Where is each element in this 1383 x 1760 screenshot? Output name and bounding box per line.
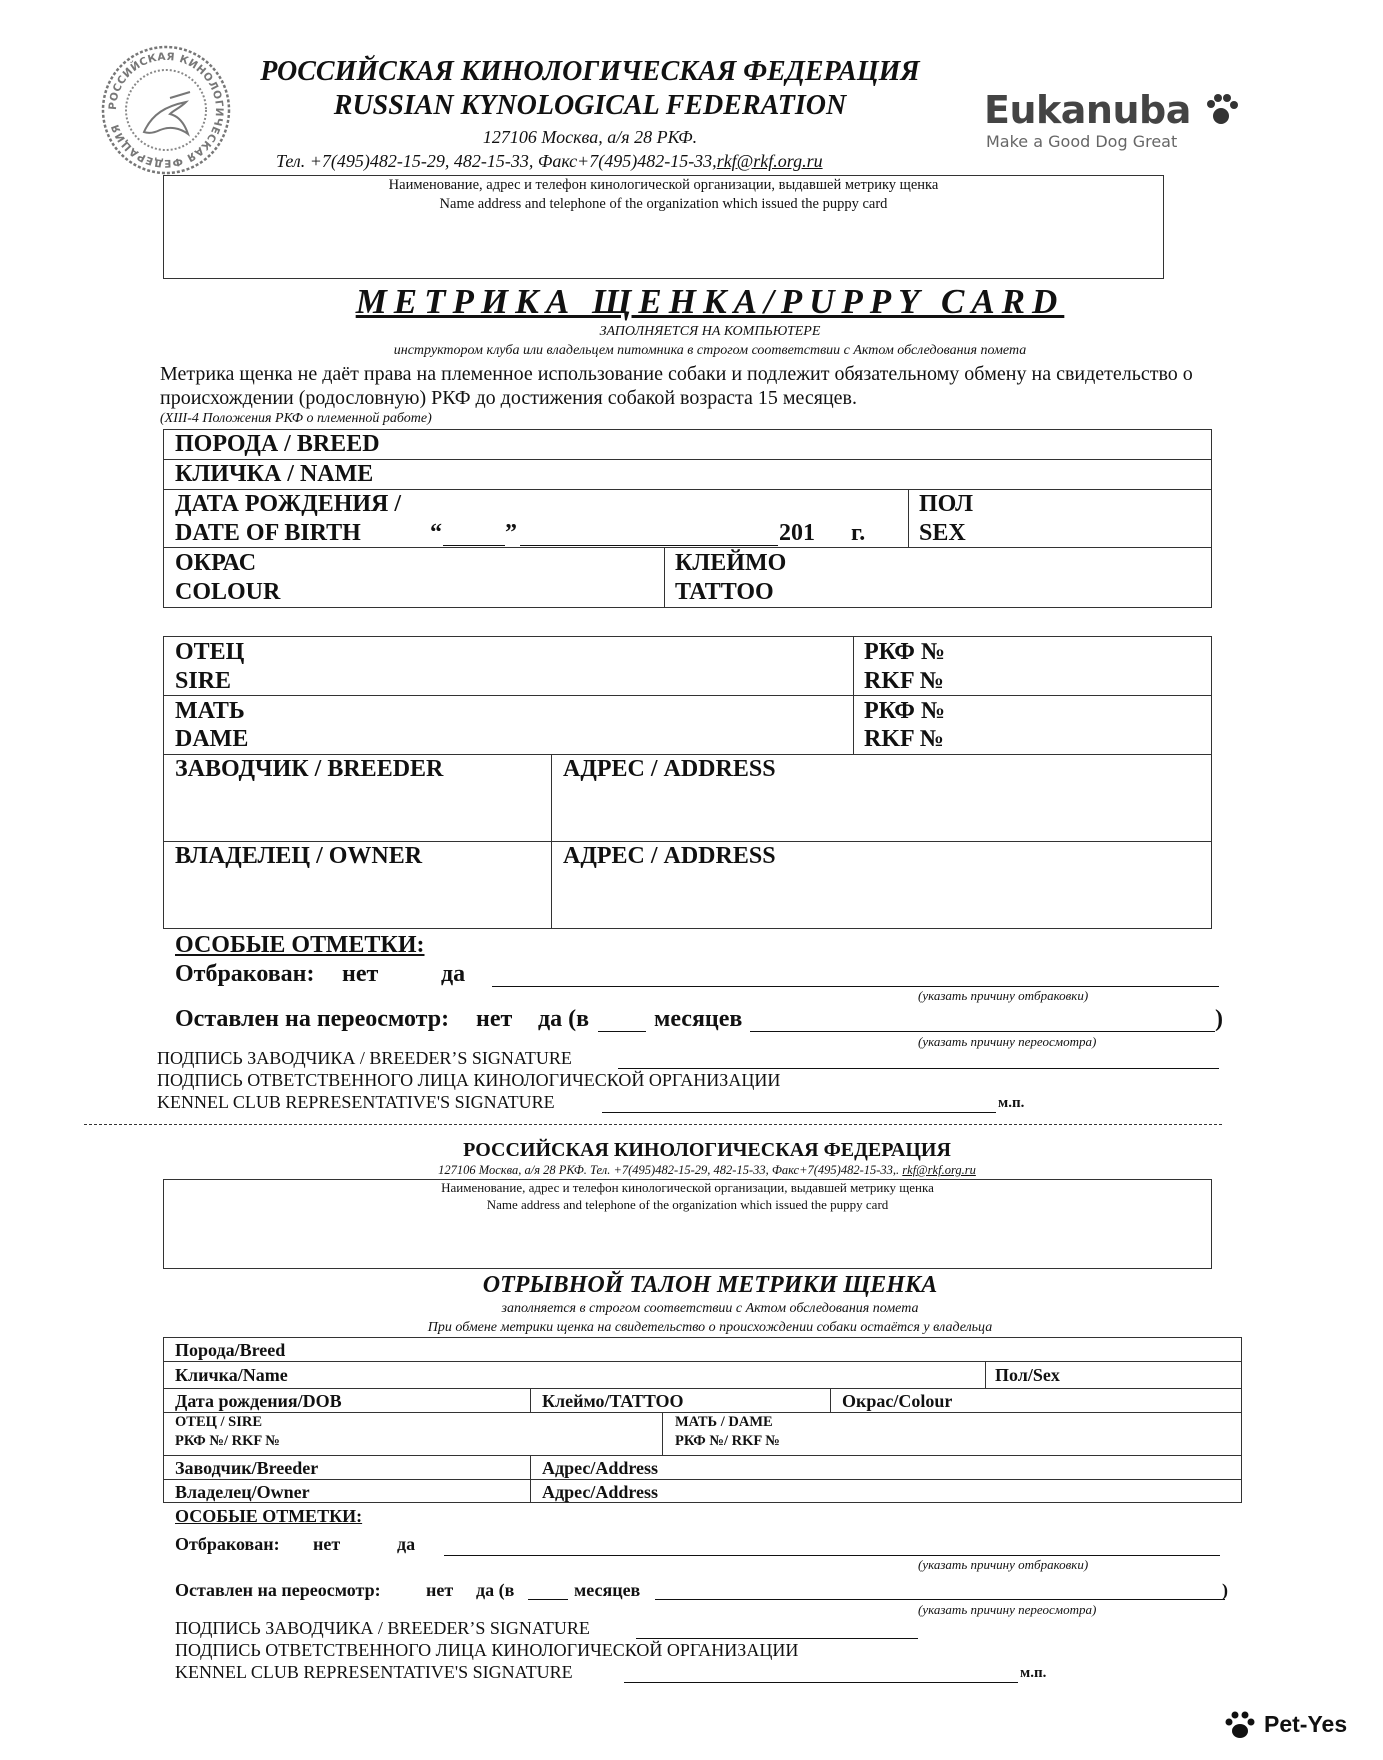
field-tattoo-en[interactable]: TATTOO [675, 579, 774, 605]
stub-dame-rkf[interactable]: РКФ №/ RKF № [675, 1433, 780, 1449]
culled-hint: (указать причину отбраковки) [918, 988, 1089, 1003]
dob-year-suffix: г. [851, 520, 866, 546]
org-box-line-ru: Наименование, адрес и телефон кинологической организации, выдавшей метрику щенка [388, 177, 939, 193]
stub-title: ОТРЫВНОЙ ТАЛОН МЕТРИКИ ЩЕНКА [482, 1272, 938, 1298]
stub-field-name[interactable]: Кличка/Name [175, 1365, 288, 1385]
stub-official-signature-label-en: KENNEL CLUB REPRESENTATIVE'S SIGNATURE [175, 1662, 573, 1682]
stub-contacts: 127106 Москва, а/я 28 РКФ. Тел. +7(495)482-15-29, 482-15-33, Факс+7(495)482-15-33,. rkf@rkf.org.ru [438, 1163, 976, 1177]
stub-culled-yes[interactable]: да [397, 1534, 416, 1554]
stub-org: РОССИЙСКАЯ КИНОЛОГИЧЕСКАЯ ФЕДЕРАЦИЯ [463, 1139, 951, 1161]
stub-field-breed[interactable]: Порода/Breed [175, 1340, 286, 1360]
review-reason-line[interactable] [750, 1031, 1215, 1032]
field-dob-ru: ДАТА РОЖДЕНИЯ / [175, 491, 402, 517]
review-months: месяцев [654, 1006, 743, 1032]
stub-culled-no[interactable]: нет [313, 1534, 341, 1554]
title-sub-2: инструктором клуба или владельцем питомника в строгом соответствии с Актом обследования помета [393, 343, 1027, 358]
title-sub-1: ЗАПОЛНЯЕТСЯ НА КОМПЬЮТЕРЕ [599, 324, 821, 339]
dame-rkf-en[interactable]: RKF № [864, 726, 944, 752]
field-name[interactable]: КЛИЧКА / NAME [175, 461, 374, 487]
notice-ref: (XIII-4 Положения РКФ о племенной работе) [160, 411, 432, 426]
header-org-en: RUSSIAN KYNOLOGICAL FEDERATION [333, 90, 847, 121]
culled-label: Отбракован: [175, 961, 315, 987]
stub-review-hint: (указать причину переосмотра) [918, 1602, 1097, 1617]
review-months-line[interactable] [598, 1031, 646, 1032]
header-org-ru: РОССИЙСКАЯ КИНОЛОГИЧЕСКАЯ ФЕДЕРАЦИЯ [260, 56, 920, 87]
dob-month-line[interactable] [520, 545, 778, 546]
stub-review-label: Оставлен на переосмотр: [175, 1580, 381, 1600]
stub-culled-label: Отбракован: [175, 1534, 280, 1554]
field-breed[interactable]: ПОРОДА / BREED [175, 431, 380, 457]
official-signature-label-ru: ПОДПИСЬ ОТВЕТСТВЕННОГО ЛИЦА КИНОЛОГИЧЕСКОЙ ОРГАНИЗАЦИИ [157, 1070, 781, 1090]
seal-place-1: м.п. [998, 1095, 1025, 1111]
header-address: 127106 Москва, а/я 28 РКФ. [482, 127, 698, 147]
stub-breeder-signature-label: ПОДПИСЬ ЗАВОДЧИКА / BREEDER’S SIGNATURE [175, 1618, 590, 1638]
culled-no[interactable]: нет [342, 961, 379, 987]
field-dame-ru: МАТЬ [175, 698, 245, 724]
stub-review-no[interactable]: нет [426, 1580, 454, 1600]
logo-brand: Eukanuba [984, 88, 1191, 132]
field-colour-en[interactable]: COLOUR [175, 579, 281, 605]
paw-icon [1204, 92, 1238, 126]
review-no[interactable]: нет [476, 1006, 513, 1032]
stub-review-close-paren: ) [1222, 1580, 1228, 1600]
stub-review-months: месяцев [574, 1580, 641, 1600]
stub-field-tattoo[interactable]: Клеймо/TATTOO [542, 1391, 684, 1411]
dob-year: 201 [779, 520, 815, 546]
sire-rkf-ru: РКФ № [864, 639, 946, 665]
stub-sub-2: При обмене метрики щенка на свидетельство о происхождении собаки остаётся у владельца [427, 1320, 993, 1335]
field-sire-en[interactable]: SIRE [175, 668, 232, 694]
stub-culled-reason-line[interactable] [444, 1555, 1220, 1556]
field-tattoo-ru: КЛЕЙМО [675, 550, 787, 576]
pet-yes-watermark [1224, 1708, 1374, 1742]
eukanuba-logo [984, 88, 1244, 154]
field-breeder[interactable]: ЗАВОДЧИК / BREEDER [175, 756, 444, 782]
header-contacts: Тел. +7(495)482-15-29, 482-15-33, Факс+7(495)482-15-33,rkf@rkf.org.ru [276, 151, 823, 171]
special-marks-heading: ОСОБЫЕ ОТМЕТКИ: [175, 932, 425, 958]
official-signature-label-en: KENNEL CLUB REPRESENTATIVE'S SIGNATURE [157, 1092, 555, 1112]
stub-email[interactable]: rkf@rkf.org.ru [902, 1163, 976, 1177]
notice-text: Метрика щенка не даёт права на племенное использование собаки и подлежит обязательному обмену на свидетельство о происхождении (родословную) РКФ до достижения собакой возраста 15 месяцев. [160, 363, 1193, 409]
review-close-paren: ) [1215, 1006, 1223, 1032]
culled-yes[interactable]: да [441, 961, 466, 987]
logo-tagline: Make a Good Dog Great [986, 132, 1178, 151]
dob-day-line[interactable] [443, 545, 505, 546]
watermark-text: Pet-Yes [1264, 1711, 1348, 1737]
field-owner[interactable]: ВЛАДЕЛЕЦ / OWNER [175, 843, 423, 869]
field-colour-ru: ОКРАС [175, 550, 257, 576]
sire-rkf-en[interactable]: RKF № [864, 668, 944, 694]
stub-field-breeder-address[interactable]: Адрес/Address [542, 1458, 658, 1478]
field-dob-en[interactable]: DATE OF BIRTH [175, 520, 361, 546]
header-email[interactable]: rkf@rkf.org.ru [716, 151, 823, 171]
stub-field-colour[interactable]: Окрас/Colour [842, 1391, 953, 1411]
review-yes-in[interactable]: да (в [538, 1006, 590, 1032]
page-title: МЕТРИКА ЩЕНКА/PUPPY CARD [355, 282, 1065, 321]
field-sex-ru: ПОЛ [919, 491, 974, 517]
stub-field-owner[interactable]: Владелец/Owner [175, 1482, 310, 1502]
stub-field-breeder[interactable]: Заводчик/Breeder [175, 1458, 319, 1478]
dame-rkf-ru: РКФ № [864, 698, 946, 724]
stub-field-sex[interactable]: Пол/Sex [995, 1365, 1060, 1385]
stub-seal-place: м.п. [1020, 1665, 1047, 1681]
stub-field-sire: ОТЕЦ / SIRE [175, 1414, 263, 1430]
stub-official-signature-line[interactable] [624, 1682, 1018, 1683]
stub-official-signature-label-ru: ПОДПИСЬ ОТВЕТСТВЕННОГО ЛИЦА КИНОЛОГИЧЕСКОЙ ОРГАНИЗАЦИИ [175, 1640, 799, 1660]
stub-org-box-line-en: Name address and telephone of the organization which issued the puppy card [486, 1197, 889, 1212]
review-hint: (указать причину переосмотра) [918, 1034, 1097, 1049]
stub-review-months-line[interactable] [528, 1599, 568, 1600]
paw-icon [1224, 1710, 1256, 1740]
field-owner-address[interactable]: АДРЕС / ADDRESS [563, 843, 776, 869]
stub-field-dame: МАТЬ / DAME [675, 1414, 773, 1430]
stub-review-reason-line[interactable] [655, 1599, 1225, 1600]
stub-culled-hint: (указать причину отбраковки) [918, 1557, 1089, 1572]
field-breeder-address[interactable]: АДРЕС / ADDRESS [563, 756, 776, 782]
stub-sub-1: заполняется в строгом соответствии с Актом обследования помета [501, 1301, 919, 1316]
breeder-signature-label: ПОДПИСЬ ЗАВОДЧИКА / BREEDER’S SIGNATURE [157, 1048, 572, 1068]
field-sex-en[interactable]: SEX [919, 520, 966, 546]
stub-field-owner-address[interactable]: Адрес/Address [542, 1482, 658, 1502]
review-label: Оставлен на переосмотр: [175, 1006, 450, 1032]
cut-line [84, 1124, 1222, 1125]
field-dame-en[interactable]: DAME [175, 726, 249, 752]
field-sire-ru: ОТЕЦ [175, 639, 245, 665]
dob-close-quote: ” [505, 520, 517, 546]
stub-review-yes-in[interactable]: да (в [476, 1580, 515, 1600]
official-signature-line[interactable] [602, 1112, 996, 1113]
stub-org-box-line-ru: Наименование, адрес и телефон кинологической организации, выдавшей метрику щенка [441, 1180, 934, 1195]
stub-special-marks-heading: ОСОБЫЕ ОТМЕТКИ: [175, 1506, 363, 1526]
stub-sire-rkf[interactable]: РКФ №/ RKF № [175, 1433, 280, 1449]
svg-text:РОССИЙСКАЯ КИНОЛОГИЧЕСКАЯ ФЕДЕ: РОССИЙСКАЯ КИНОЛОГИЧЕСКАЯ ФЕДЕРАЦИЯ [106, 50, 226, 170]
stub-field-dob[interactable]: Дата рождения/DOB [175, 1391, 342, 1411]
org-box-line-en: Name address and telephone of the organization which issued the puppy card [439, 196, 888, 212]
rkf-seal [100, 44, 232, 176]
dob-open-quote: “ [430, 520, 442, 546]
culled-reason-line[interactable] [492, 986, 1219, 987]
